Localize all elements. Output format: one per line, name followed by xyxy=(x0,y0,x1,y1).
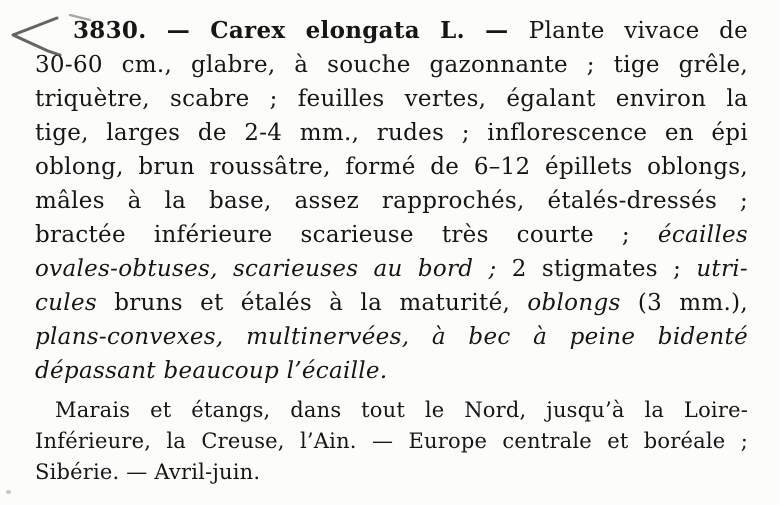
text-segment-roman: tige, larges de 2-4 mm., rudes ; inflorescence en épi xyxy=(35,120,748,146)
text-segment-roman: Inférieure, la Creuse, l’Ain. — Europe centrale et boréale ; xyxy=(35,429,748,453)
text-line xyxy=(35,184,748,218)
text-line xyxy=(35,320,748,354)
text-line xyxy=(35,218,748,252)
text-segment-roman: mâles à la base, assez rapprochés, étalés-dressés ; xyxy=(35,188,748,214)
text-segment-italic: utri- xyxy=(696,256,748,282)
text-line xyxy=(35,14,748,48)
text-line xyxy=(35,150,748,184)
text-segment-italic: écailles xyxy=(657,222,748,248)
text-segment-roman: oblong, brun roussâtre, formé de 6–12 épillets oblongs, xyxy=(35,154,748,180)
text-segment-italic: ovales-obtuses, scarieuses au bord ; xyxy=(35,256,497,282)
text-segment-italic: dépassant beaucoup l’écaille. xyxy=(35,358,388,384)
text-segment-roman: bruns et étalés à la maturité, xyxy=(96,290,528,316)
text-segment-roman: triquètre, scabre ; feuilles vertes, égalant environ la xyxy=(35,86,748,112)
text-line xyxy=(35,457,748,488)
text-line xyxy=(35,426,748,457)
text-segment-italic: plans-convexes, multinervées, à bec à peine bidenté xyxy=(35,324,748,350)
scan-speck xyxy=(6,490,11,494)
handwritten-checkmark-icon xyxy=(2,6,102,62)
text-line xyxy=(35,395,748,426)
text-segment-bold: 3830. — Carex elongata L. — xyxy=(73,17,529,44)
text-line xyxy=(35,354,748,388)
text-segment-roman: Marais et étangs, dans tout le Nord, jusqu’à la Loire- xyxy=(55,398,748,422)
habitat-distribution-paragraph xyxy=(35,395,748,488)
text-line xyxy=(35,252,748,286)
text-segment-roman: bractée inférieure scarieuse très courte ; xyxy=(35,222,658,248)
text-line xyxy=(35,82,748,116)
text-line xyxy=(35,286,748,320)
text-segment-roman: 30-60 cm., glabre, à souche gazonnante ; tige grêle, xyxy=(35,52,748,78)
text-segment-italic: oblongs xyxy=(527,290,621,316)
text-line xyxy=(35,116,748,150)
text-segment-italic: cules xyxy=(35,290,97,316)
text-segment-roman: Sibérie. — Avril-juin. xyxy=(35,460,261,484)
text-segment-roman: (3 mm.), xyxy=(620,290,748,316)
species-description-paragraph xyxy=(35,14,748,388)
text-segment-roman: 2 stigmates ; xyxy=(496,256,697,282)
text-segment-roman: Plante vivace de xyxy=(528,18,749,44)
text-line xyxy=(35,48,748,82)
